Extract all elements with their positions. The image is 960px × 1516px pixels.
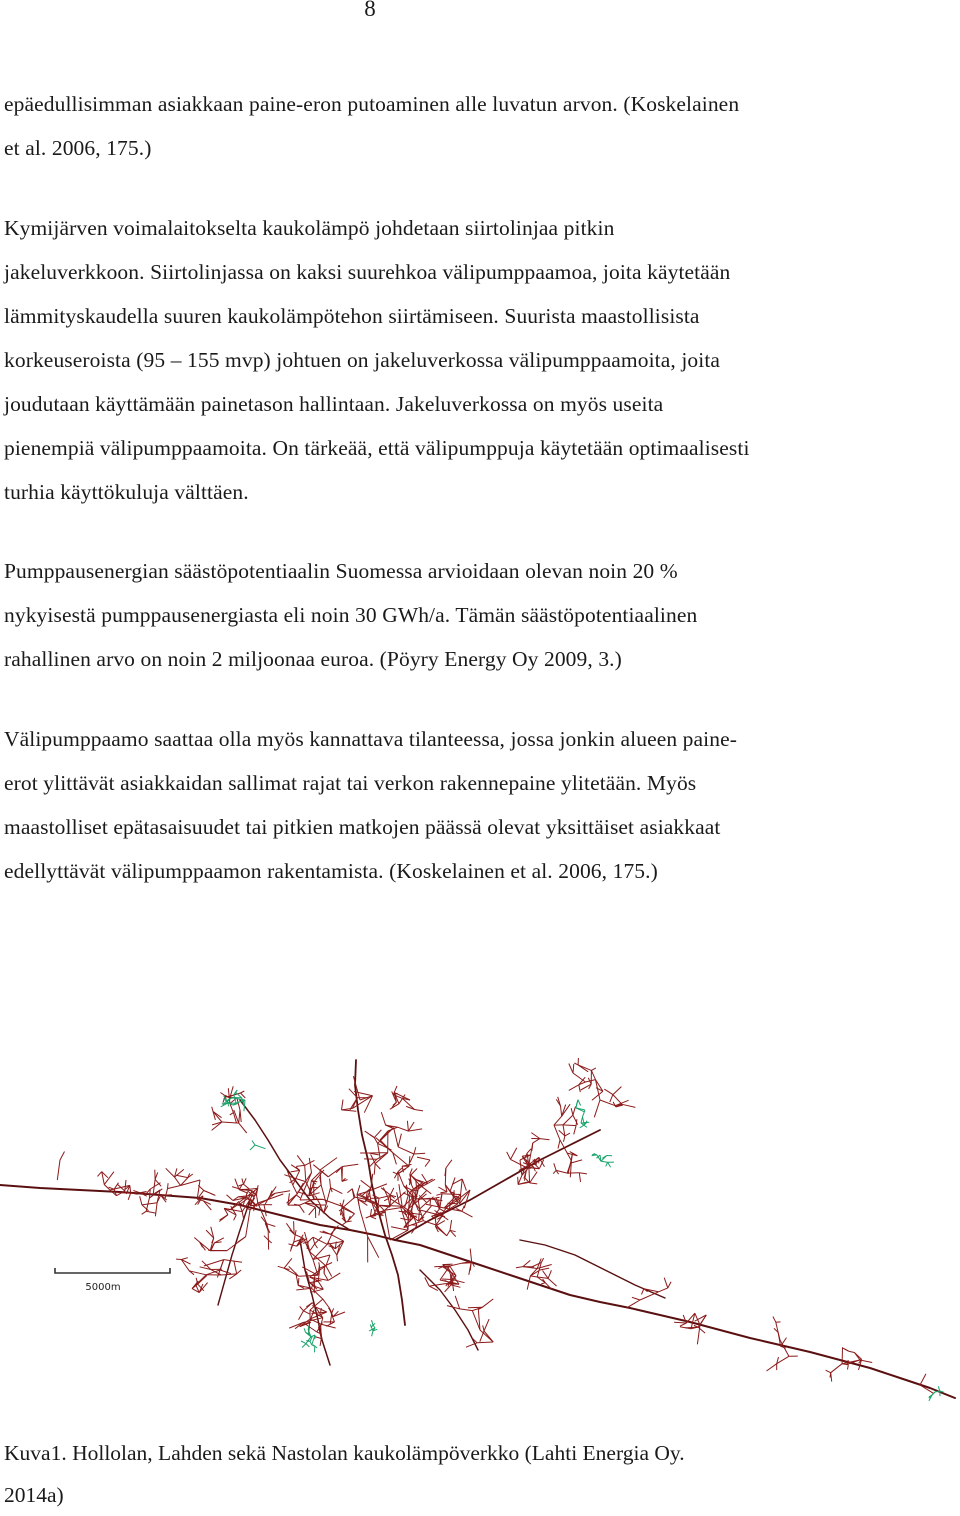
text-line: pienempiä välipumppaamoita. On tärkeää, että välipumppuja käytetään optimaalisesti xyxy=(4,426,750,470)
district-heating-network-map xyxy=(0,1040,960,1415)
text-line: korkeuseroista (95 – 155 mvp) johtuen on jakeluverkossa välipumppaamoita, joita xyxy=(4,338,750,382)
text-line: et al. 2006, 175.) xyxy=(4,126,739,170)
network-main-lines xyxy=(0,1060,955,1398)
text-line: maastolliset epätasaisuudet tai pitkien matkojen päässä olevat yksittäiset asiakkaat xyxy=(4,805,737,849)
paragraph-2 xyxy=(4,206,750,514)
paragraph-1 xyxy=(4,82,739,170)
text-line: lämmityskaudella suuren kaukolämpötehon siirtämiseen. Suurista maastollisista xyxy=(4,294,750,338)
text-line: Kymijärven voimalaitokselta kaukolämpö johdetaan siirtolinjaa pitkin xyxy=(4,206,750,250)
network-branch-lines xyxy=(57,1058,934,1394)
text-line: erot ylittävät asiakkaidan sallimat rajat tai verkon rakennepaine ylitetään. Myös xyxy=(4,761,737,805)
text-line: epäedullisimman asiakkaan paine-eron putoaminen alle luvatun arvon. (Koskelainen xyxy=(4,82,739,126)
paragraph-4 xyxy=(4,717,737,893)
caption-line: Kuva1. Hollolan, Lahden sekä Nastolan kaukolämpöverkko (Lahti Energia Oy. xyxy=(4,1432,685,1474)
paragraph-3 xyxy=(4,549,697,681)
scale-bar xyxy=(55,1268,170,1293)
text-line: nykyisestä pumppausenergiasta eli noin 30 GWh/a. Tämän säästöpotentiaalinen xyxy=(4,593,697,637)
scale-label: 5000m xyxy=(85,1282,120,1293)
text-line: joudutaan käyttämään painetason hallintaan. Jakeluverkossa on myös useita xyxy=(4,382,750,426)
text-line: Välipumppaamo saattaa olla myös kannattava tilanteessa, jossa jonkin alueen paine- xyxy=(4,717,737,761)
text-line: rahallinen arvo on noin 2 miljoonaa euroa. (Pöyry Energy Oy 2009, 3.) xyxy=(4,637,697,681)
page-number: 8 xyxy=(0,0,740,22)
figure-caption xyxy=(4,1432,685,1516)
text-line: jakeluverkkoon. Siirtolinjassa on kaksi suurehkoa välipumppaamoa, joita käytetään xyxy=(4,250,750,294)
caption-line: 2014a) xyxy=(4,1474,685,1516)
text-line: edellyttävät välipumppaamon rakentamista. (Koskelainen et al. 2006, 175.) xyxy=(4,849,737,893)
text-line: turhia käyttökuluja välttäen. xyxy=(4,470,750,514)
text-line: Pumppausenergian säästöpotentiaalin Suomessa arvioidaan olevan noin 20 % xyxy=(4,549,697,593)
